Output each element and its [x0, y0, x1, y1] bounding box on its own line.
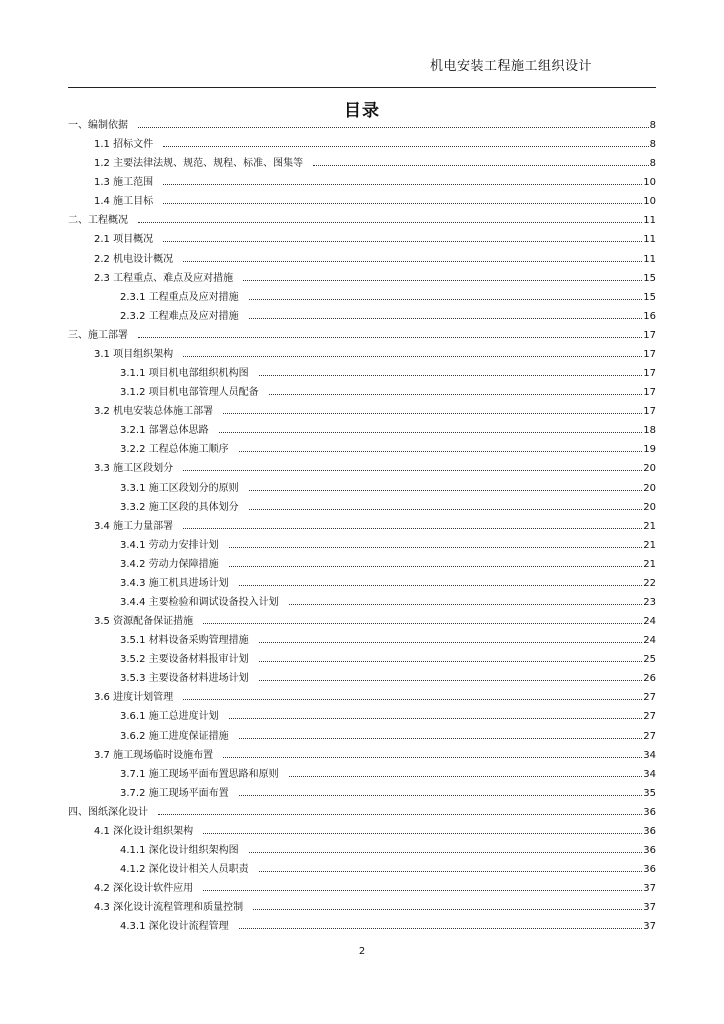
toc-entry-title: 3.2.2 工程总体施工顺序	[120, 444, 229, 455]
toc-entry[interactable]	[94, 270, 656, 286]
toc-entry-title: 3.2.1 部署总体思路	[120, 425, 209, 436]
toc-entry[interactable]	[94, 518, 656, 534]
toc-entry-page: 37	[643, 921, 656, 932]
toc-entry-page: 17	[643, 349, 656, 360]
toc-dot-leader	[243, 270, 642, 281]
toc-entry[interactable]	[120, 537, 656, 553]
toc-entry-title: 4.3.1 深化设计流程管理	[120, 921, 229, 932]
toc-entry-page: 27	[643, 711, 656, 722]
toc-entry-page: 20	[643, 483, 656, 494]
toc-entry-title: 3.7.2 施工现场平面布置	[120, 788, 229, 799]
toc-entry-title: 3.5.1 材料设备采购管理措施	[120, 635, 249, 646]
toc-entry-page: 34	[643, 750, 656, 761]
toc-entry-page: 8	[649, 120, 656, 131]
toc-entry-page: 11	[643, 215, 656, 226]
toc-entry[interactable]	[94, 136, 656, 152]
toc-entry-title: 四、图纸深化设计	[68, 807, 148, 818]
toc-dot-leader	[183, 460, 642, 471]
toc-entry-title: 3.4.1 劳动力安排计划	[120, 540, 219, 551]
toc-entry-page: 18	[643, 425, 656, 436]
toc-entry-page: 15	[643, 292, 656, 303]
toc-entry[interactable]	[120, 918, 656, 934]
toc-entry-title: 3.4 施工力量部署	[94, 521, 174, 532]
toc-entry-page: 8	[649, 158, 656, 169]
toc-entry-title: 一、编制依据	[68, 120, 128, 131]
toc-dot-leader	[183, 689, 642, 700]
toc-entry[interactable]	[120, 480, 656, 496]
toc-dot-leader	[183, 346, 642, 357]
page-number: 2	[358, 946, 366, 957]
toc-entry-title: 2.3.2 工程难点及应对措施	[120, 311, 239, 322]
toc-dot-leader	[249, 499, 643, 510]
toc-entry-page: 11	[643, 234, 656, 245]
toc-entry-page: 10	[643, 177, 656, 188]
toc-dot-leader	[289, 766, 643, 777]
toc-entry[interactable]	[120, 308, 656, 324]
toc-entry[interactable]	[94, 174, 656, 190]
toc-dot-leader	[259, 365, 643, 376]
toc-entry[interactable]	[120, 670, 656, 686]
toc-entry-page: 22	[643, 578, 656, 589]
toc-dot-leader	[229, 537, 643, 548]
toc-dot-leader	[163, 174, 642, 185]
toc-entry[interactable]	[94, 613, 656, 629]
toc-entry-title: 3.7 施工现场临时设施布置	[94, 750, 214, 761]
toc-entry-page: 23	[643, 597, 656, 608]
toc-entry-page: 17	[643, 330, 656, 341]
toc-dot-leader	[183, 518, 642, 529]
toc-entry-page: 21	[643, 540, 656, 551]
toc-entry[interactable]	[68, 117, 656, 133]
toc-entry-page: 17	[643, 387, 656, 398]
toc-dot-leader	[239, 441, 643, 452]
toc-entry[interactable]	[120, 556, 656, 572]
toc-entry-page: 17	[643, 368, 656, 379]
toc-entry[interactable]	[120, 575, 656, 591]
toc-entry[interactable]	[120, 728, 656, 744]
toc-entry-page: 17	[643, 406, 656, 417]
toc-dot-leader	[239, 575, 643, 586]
toc-entry-title: 3.1.1 项目机电部组织机构图	[120, 368, 249, 379]
toc-dot-leader	[203, 880, 642, 891]
toc-dot-leader	[259, 651, 643, 662]
toc-dot-leader	[138, 212, 642, 223]
toc-entry-page: 15	[643, 273, 656, 284]
toc-entry-title: 3.5 资源配备保证措施	[94, 616, 194, 627]
toc-entry[interactable]	[94, 689, 656, 705]
toc-dot-leader	[313, 155, 649, 166]
toc-entry[interactable]	[120, 499, 656, 515]
toc-dot-leader	[223, 403, 642, 414]
toc-entry-title: 3.3.1 施工区段划分的原则	[120, 483, 239, 494]
toc-dot-leader	[249, 842, 643, 853]
toc-dot-leader	[249, 480, 643, 491]
document-header-title: 机电安装工程施工组织设计	[429, 59, 592, 74]
toc-entry-title: 3.7.1 施工现场平面布置思路和原则	[120, 769, 279, 780]
toc-dot-leader	[158, 804, 642, 815]
toc-dot-leader	[259, 861, 643, 872]
toc-entry-title: 3.1.2 项目机电部管理人员配备	[120, 387, 259, 398]
toc-entry-page: 20	[643, 502, 656, 513]
toc-entry[interactable]	[120, 632, 656, 648]
toc-entry-title: 3.3 施工区段划分	[94, 463, 174, 474]
toc-entry[interactable]	[94, 193, 656, 209]
toc-entry-title: 3.6.1 施工总进度计划	[120, 711, 219, 722]
toc-entry[interactable]	[68, 804, 656, 820]
toc-entry[interactable]	[120, 384, 656, 400]
toc-entry[interactable]	[120, 842, 656, 858]
toc-entry-title: 二、工程概况	[68, 215, 128, 226]
toc-entry[interactable]	[94, 155, 656, 171]
toc-entry-page: 34	[643, 769, 656, 780]
toc-entry-title: 2.3.1 工程重点及应对措施	[120, 292, 239, 303]
toc-entry-title: 1.4 施工目标	[94, 196, 154, 207]
toc-dot-leader	[259, 670, 643, 681]
toc-dot-leader	[138, 327, 642, 338]
toc-dot-leader	[259, 632, 643, 643]
toc-entry-page: 36	[643, 864, 656, 875]
toc-entry-page: 26	[643, 673, 656, 684]
toc-entry[interactable]	[120, 441, 656, 457]
toc-entry-title: 3.2 机电安装总体施工部署	[94, 406, 214, 417]
toc-entry-title: 1.1 招标文件	[94, 139, 154, 150]
toc-entry-page: 27	[643, 692, 656, 703]
toc-entry-title: 1.2 主要法律法规、规范、规程、标准、图集等	[94, 158, 304, 169]
toc-entry-title: 3.1 项目组织架构	[94, 349, 174, 360]
toc-entry-page: 11	[643, 254, 656, 265]
toc-entry[interactable]	[120, 861, 656, 877]
toc-entry-title: 2.1 项目概况	[94, 234, 154, 245]
toc-entry-title: 4.1.1 深化设计组织架构图	[120, 845, 239, 856]
toc-dot-leader	[249, 289, 643, 300]
toc-entry-title: 3.6.2 施工进度保证措施	[120, 731, 229, 742]
toc-entry[interactable]	[94, 346, 656, 362]
toc-entry-title: 2.3 工程重点、难点及应对措施	[94, 273, 234, 284]
toc-entry[interactable]	[120, 594, 656, 610]
toc-entry-page: 16	[643, 311, 656, 322]
toc-dot-leader	[253, 899, 642, 910]
toc-dot-leader	[163, 231, 642, 242]
toc-entry-title: 4.2 深化设计软件应用	[94, 883, 194, 894]
toc-entry-title: 4.1 深化设计组织架构	[94, 826, 194, 837]
toc-dot-leader	[223, 747, 642, 758]
header-divider	[68, 87, 656, 88]
toc-entry-page: 10	[643, 196, 656, 207]
toc-entry-page: 35	[643, 788, 656, 799]
toc-dot-leader	[229, 556, 643, 567]
toc-entry[interactable]	[120, 766, 656, 782]
toc-entry-page: 21	[643, 521, 656, 532]
toc-entry-page: 36	[643, 807, 656, 818]
toc-entry[interactable]	[94, 403, 656, 419]
toc-entry-page: 25	[643, 654, 656, 665]
toc-dot-leader	[269, 384, 643, 395]
toc-entry-title: 3.6 进度计划管理	[94, 692, 174, 703]
toc-dot-leader	[163, 193, 642, 204]
toc-entry[interactable]	[120, 785, 656, 801]
toc-entry-title: 3.5.2 主要设备材料报审计划	[120, 654, 249, 665]
toc-entry-page: 36	[643, 845, 656, 856]
toc-entry[interactable]	[94, 460, 656, 476]
toc-dot-leader	[163, 136, 649, 147]
toc-entry-title: 3.4.3 施工机具进场计划	[120, 578, 229, 589]
toc-entry[interactable]	[68, 212, 656, 228]
toc-entry-page: 8	[649, 139, 656, 150]
toc-entry[interactable]	[94, 747, 656, 763]
toc-entry-page: 21	[643, 559, 656, 570]
toc-entry[interactable]	[120, 365, 656, 381]
toc-dot-leader	[219, 422, 643, 433]
toc-entry[interactable]	[68, 327, 656, 343]
toc-entry-page: 37	[643, 902, 656, 913]
toc-entry-title: 4.3 深化设计流程管理和质量控制	[94, 902, 244, 913]
toc-entry[interactable]	[120, 289, 656, 305]
toc-entry-page: 24	[643, 635, 656, 646]
toc-entry-title: 1.3 施工范围	[94, 177, 154, 188]
toc-dot-leader	[203, 823, 642, 834]
toc-entry-page: 24	[643, 616, 656, 627]
toc-entry[interactable]	[94, 231, 656, 247]
toc-entry[interactable]	[94, 251, 656, 267]
toc-entry-page: 36	[643, 826, 656, 837]
toc-dot-leader	[239, 785, 643, 796]
toc-entry[interactable]	[94, 880, 656, 896]
toc-dot-leader	[229, 708, 643, 719]
toc-dot-leader	[239, 728, 643, 739]
toc-entry[interactable]	[120, 651, 656, 667]
toc-entry-title: 3.4.4 主要检验和调试设备投入计划	[120, 597, 279, 608]
toc-entry-title: 3.4.2 劳动力保障措施	[120, 559, 219, 570]
toc-heading: 目录	[344, 101, 380, 121]
toc-entry[interactable]	[120, 708, 656, 724]
toc-dot-leader	[239, 918, 643, 929]
toc-dot-leader	[183, 251, 642, 262]
toc-entry-page: 20	[643, 463, 656, 474]
toc-entry-page: 19	[643, 444, 656, 455]
toc-dot-leader	[138, 117, 649, 128]
toc-entry-title: 3.5.3 主要设备材料进场计划	[120, 673, 249, 684]
toc-dot-leader	[249, 308, 643, 319]
toc-dot-leader	[203, 613, 642, 624]
toc-entry[interactable]	[120, 422, 656, 438]
toc-entry-page: 27	[643, 731, 656, 742]
toc-entry-title: 2.2 机电设计概况	[94, 254, 174, 265]
toc-entry-title: 4.1.2 深化设计相关人员职责	[120, 864, 249, 875]
toc-entry-title: 3.3.2 施工区段的具体划分	[120, 502, 239, 513]
toc-dot-leader	[289, 594, 643, 605]
toc-entry-title: 三、施工部署	[68, 330, 128, 341]
toc-entry[interactable]	[94, 823, 656, 839]
toc-entry-page: 37	[643, 883, 656, 894]
toc-entry[interactable]	[94, 899, 656, 915]
